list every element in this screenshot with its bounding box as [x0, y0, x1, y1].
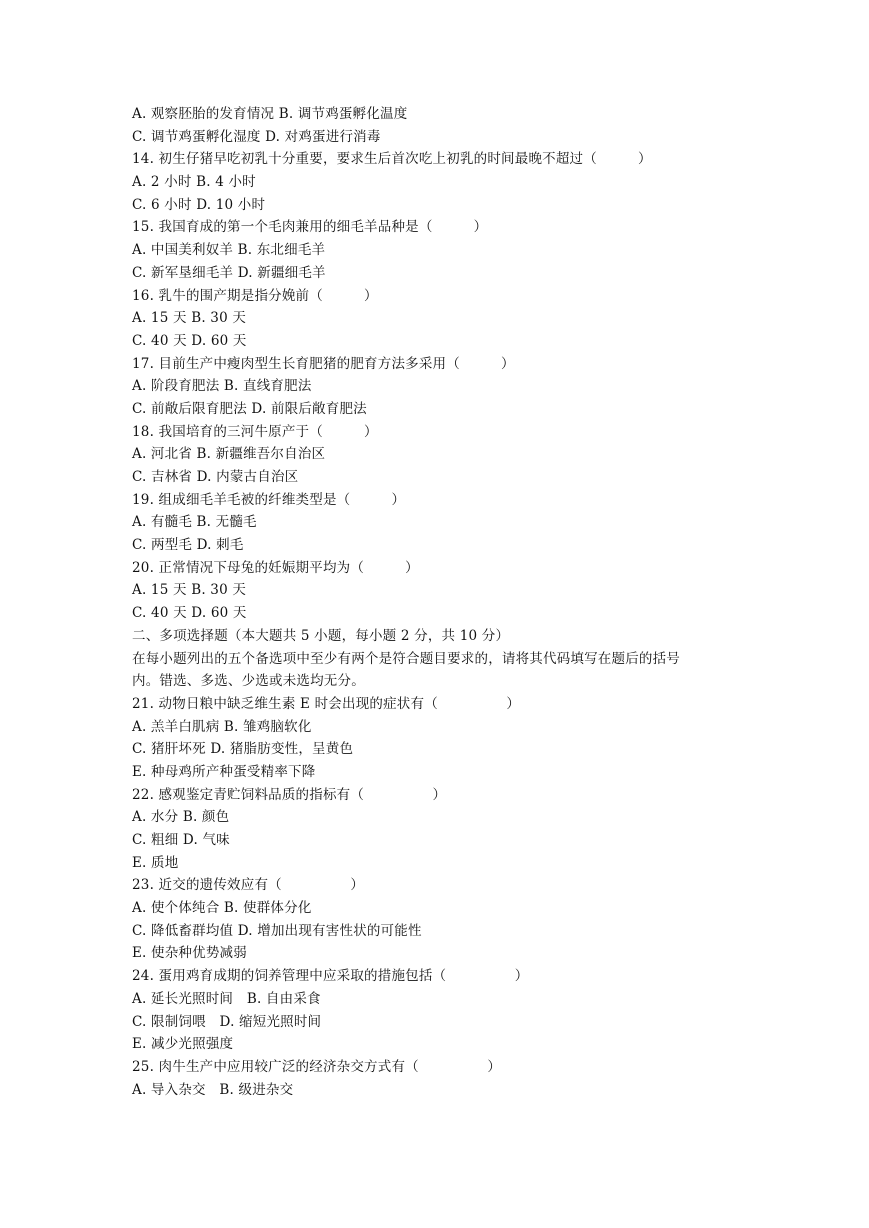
question-18: 18. 我国培育的三河牛原产于（ ） [132, 423, 378, 440]
option-line-24cd: C. 限制饲喂 D. 缩短光照时间 [132, 1013, 322, 1030]
option-line-23e: E. 使杂种优势减弱 [132, 945, 247, 962]
question-16: 16. 乳牛的围产期是指分娩前（ ） [132, 287, 378, 304]
option-line-23ab: A. 使个体纯合 B. 使群体分化 [132, 900, 312, 917]
question-14: 14. 初生仔猪早吃初乳十分重要，要求生后首次吃上初乳的时间最晚不超过（ ） [132, 151, 652, 168]
option-line-21ab: A. 羔羊白肌病 B. 雏鸡脑软化 [132, 718, 312, 735]
option-line-20cd: C. 40 天 D. 60 天 [132, 605, 247, 622]
question-23: 23. 近交的遗传效应有（ ） [132, 877, 365, 894]
option-line-15ab: A. 中国美利奴羊 B. 东北细毛羊 [132, 242, 326, 259]
option-line-24ab: A. 延长光照时间 B. 自由采食 [132, 990, 321, 1007]
document-page [132, 103, 772, 1101]
option-line-25ab: A. 导入杂交 B. 级进杂交 [132, 1081, 294, 1098]
option-line-13cd: C. 调节鸡蛋孵化湿度 D. 对鸡蛋进行消毒 [132, 128, 381, 145]
option-line-23cd: C. 降低畜群均值 D. 增加出现有害性状的可能性 [132, 922, 422, 939]
section-instructions-cont: 内。错选、多选、少选或未选均无分。 [132, 673, 365, 690]
option-line-18cd: C. 吉林省 D. 内蒙古自治区 [132, 469, 299, 485]
question-24: 24. 蛋用鸡育成期的饲养管理中应采取的措施包括（ ） [132, 968, 529, 985]
option-line-14ab: A. 2 小时 B. 4 小时 [132, 174, 256, 191]
question-22: 22. 感观鉴定青贮饲料品质的指标有（ ） [132, 786, 447, 803]
question-20: 20. 正常情况下母兔的妊娠期平均为（ ） [132, 559, 419, 576]
option-line-15cd: C. 新军垦细毛羊 D. 新疆细毛羊 [132, 264, 326, 281]
option-line-13ab: A. 观察胚胎的发育情况 B. 调节鸡蛋孵化温度 [132, 106, 408, 122]
option-line-22e: E. 质地 [132, 854, 179, 871]
option-line-16cd: C. 40 天 D. 60 天 [132, 332, 247, 349]
option-line-21cd: C. 猪肝坏死 D. 猪脂肪变性，呈黄色 [132, 741, 354, 758]
option-line-20ab: A. 15 天 B. 30 天 [132, 582, 247, 599]
section-instructions: 在每小题列出的五个备选项中至少有两个是符合题目要求的，请将其代码填写在题后的括号 [132, 650, 680, 667]
option-line-16ab: A. 15 天 B. 30 天 [132, 310, 247, 327]
question-25: 25. 肉牛生产中应用较广泛的经济杂交方式有（ ） [132, 1058, 502, 1075]
option-line-22cd: C. 粗细 D. 气味 [132, 832, 230, 848]
option-line-17cd: C. 前敞后限育肥法 D. 前限后敞育肥法 [132, 400, 367, 417]
option-line-21e: E. 种母鸡所产种蛋受精率下降 [132, 763, 316, 780]
option-line-14cd: C. 6 小时 D. 10 小时 [132, 196, 266, 213]
question-17: 17. 目前生产中瘦肉型生长育肥猪的肥育方法多采用（ ） [132, 355, 515, 372]
option-line-17ab: A. 阶段育肥法 B. 直线育肥法 [132, 378, 312, 395]
option-line-22ab: A. 水分 B. 颜色 [132, 809, 230, 826]
section-heading-multiple-choice: 二、多项选择题（本大题共 5 小题，每小题 2 分，共 10 分） [132, 627, 510, 644]
option-line-18ab: A. 河北省 B. 新疆维吾尔自治区 [132, 446, 326, 463]
question-15: 15. 我国育成的第一个毛肉兼用的细毛羊品种是（ ） [132, 219, 488, 236]
option-line-24e: E. 减少光照强度 [132, 1036, 234, 1053]
question-19: 19. 组成细毛羊毛被的纤维类型是（ ） [132, 491, 406, 508]
question-21: 21. 动物日粮中缺乏维生素 E 时会出现的症状有（ ） [132, 695, 521, 712]
option-line-19cd: C. 两型毛 D. 刺毛 [132, 537, 244, 554]
option-line-19ab: A. 有髓毛 B. 无髓毛 [132, 514, 257, 531]
